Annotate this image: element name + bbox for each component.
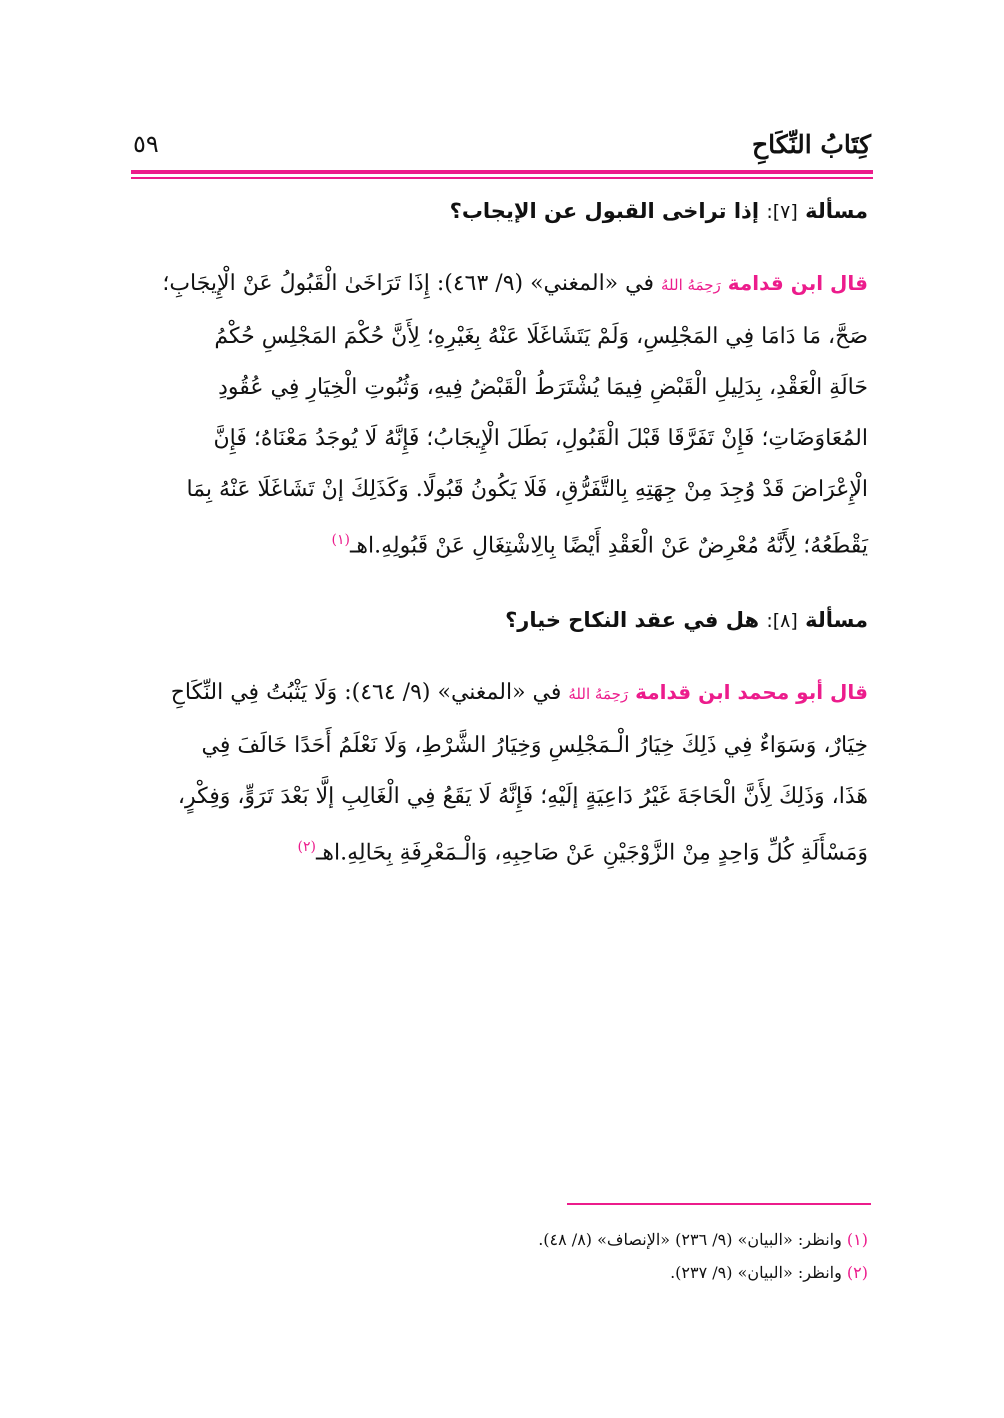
text-line-content: في «المغني» (٩/ ٤٦٣): إِذَا تَرَاخَىٰ الْقَبُولُ عَنْ الْإِيجَابِ؛	[162, 271, 654, 296]
text-line-content: في «المغني» (٩/ ٤٦٤): وَلَا يَثْبُتُ فِي النِّكَاحِ	[170, 680, 562, 706]
text-line: الْإِعْرَاضَ قَدْ وُجِدَ مِنْ جِهَتِهِ بِالتَّفَرُّقِ، فَلَا يَكُونُ قَبُولًا. وَكَذَلِكَ إنْ تَشَاغَلَا عَنْهُ بِمَا	[186, 477, 868, 502]
speaker-name: قال ابن قدامة	[727, 271, 868, 295]
text-line: المُعَاوَضَاتِ؛ فَإِنْ تَفَرَّقَا قَبْلَ الْقَبُولِ، بَطَلَ الْإِيجَابُ؛ فَإِنَّهُ لَا يُوجَدُ مَعْنَاهُ؛ فَإِنَّ	[213, 426, 868, 451]
footnote	[136, 1256, 868, 1289]
text-line: حَالَةِ الْعَقْدِ، بِدَلِيلِ الْقَبْضِ فِيمَا يُشْتَرَطُ الْقَبْضُ فِيهِ، وَثُبُوتِ الْخِيَارِ فِي عُقُودِ	[218, 375, 868, 400]
footnote-number: (٢)	[846, 1263, 868, 1282]
section-number: [٧]:	[766, 201, 798, 223]
footnote	[136, 1223, 868, 1256]
section-text	[136, 258, 868, 571]
text-line: خِيَارٌ، وَسَوَاءٌ فِي ذَلِكَ خِيَارُ الْـمَجْلِسِ وَخِيَارُ الشَّرْطِ، وَلَا نَعْلَمُ أَحَدًا خَالَفَ فِي	[201, 733, 868, 759]
honorific: رَحِمَهُ اللهُ	[660, 276, 721, 294]
footnote-mark[interactable]: (٢)	[297, 839, 316, 856]
text-line	[136, 258, 868, 311]
footnote-text: وانظر: «البيان» (٩/ ٢٣٦) «الإنصاف» (٨/ ٤٨).	[538, 1230, 842, 1249]
section-text	[136, 667, 868, 878]
section-heading	[136, 188, 868, 234]
book-title: كِتَابُ النِّكَاحِ	[752, 129, 871, 159]
section-number: [٨]:	[766, 610, 798, 633]
text-line-content: وَمَسْأَلَةِ كُلِّ وَاحِدٍ مِنْ الزَّوْجَيْنِ عَنْ صَاحِبِهِ، وَالْـمَعْرِفَةِ بِحَالِهِ.اهـ	[315, 840, 868, 866]
text-line-content: يَقْطَعُهُ؛ لِأَنَّهُ مُعْرِضٌ عَنْ الْعَقْدِ أَيْضًا بِالِاشْتِغَالِ عَنْ قَبُولِهِ.اهـ	[349, 533, 868, 559]
text-line: صَحَّ، مَا دَامَا فِي المَجْلِسِ، وَلَمْ يَتَشَاغَلَا عَنْهُ بِغَيْرِهِ؛ لِأَنَّ حُكْمَ المَجْلِسِ حُكْمُ	[214, 324, 868, 349]
section-heading	[136, 597, 868, 643]
footnotes	[136, 1223, 868, 1289]
section-title: إذا تراخى القبول عن الإيجاب؟	[449, 199, 760, 223]
section-label: مسألة	[805, 199, 868, 223]
speaker-name: قال أبو محمد ابن قدامة	[635, 680, 868, 705]
section-title: هل في عقد النكاح خيار؟	[505, 608, 760, 633]
footnote-rule	[567, 1203, 871, 1205]
page-header	[133, 118, 871, 170]
page-content	[136, 188, 868, 879]
header-rule-thin	[131, 177, 873, 179]
footnote-number: (١)	[846, 1230, 868, 1249]
honorific: رَحِمَهُ اللهُ	[568, 685, 629, 704]
text-line	[136, 667, 868, 720]
section-label: مسألة	[805, 608, 868, 633]
text-line: هَذَا، وَذَلِكَ لِأَنَّ الْحَاجَةَ غَيْرُ دَاعِيَةٍ إلَيْهِ؛ فَإِنَّهُ لَا يَقَعُ فِي الْغَالِبِ إلَّا بَعْدَ تَرَوٍّ، وَفِكْرٍ،	[177, 784, 868, 810]
text-line	[136, 515, 868, 571]
header-rule-thick	[131, 170, 873, 174]
text-line	[136, 822, 868, 878]
footnote-text: وانظر: «البيان» (٩/ ٢٣٧).	[670, 1263, 842, 1282]
page-number: ٥٩	[133, 130, 159, 158]
footnote-mark[interactable]: (١)	[331, 532, 350, 548]
